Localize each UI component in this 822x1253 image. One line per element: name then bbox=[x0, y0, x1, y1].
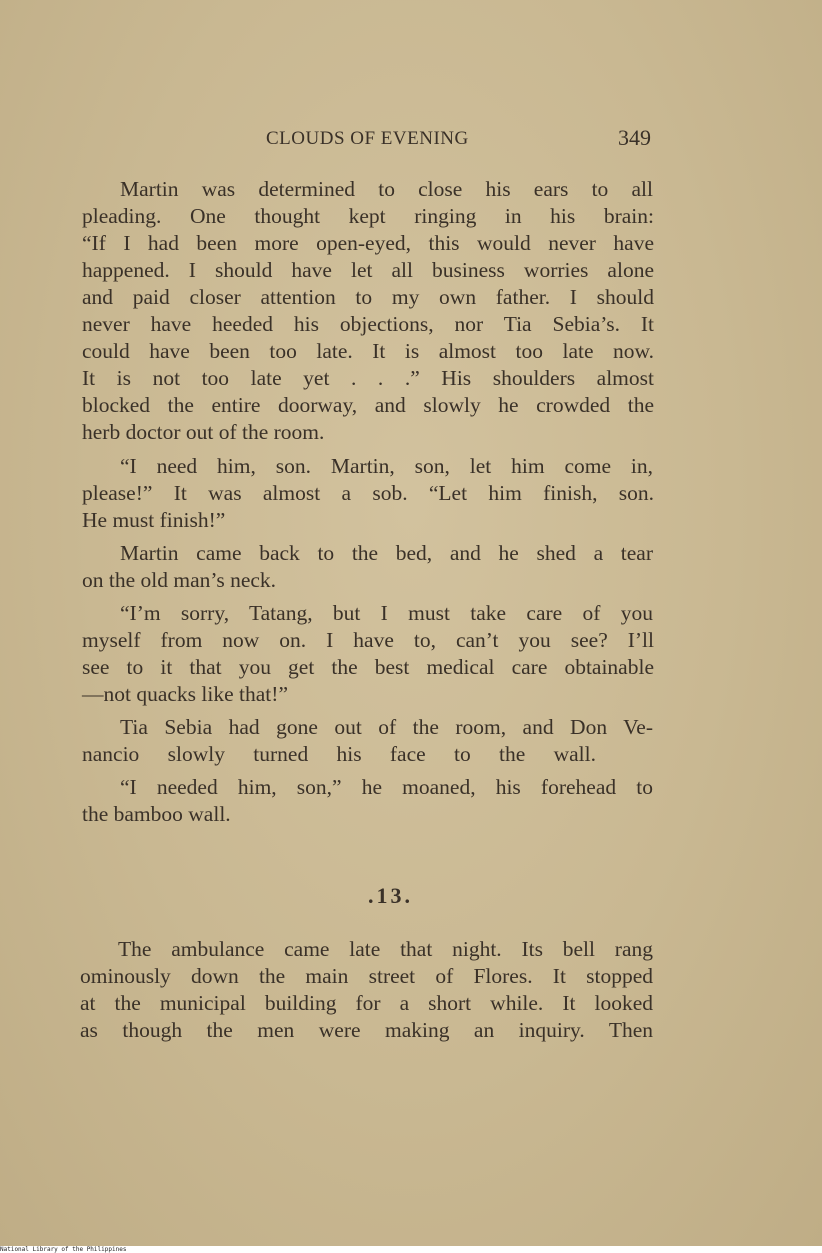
page-number: 349 bbox=[618, 125, 651, 150]
text-line: Martin was determined to close his ears to all bbox=[120, 177, 653, 201]
text-line: Martin came back to the bed, and he shed a tear bbox=[120, 541, 653, 565]
text-line: “If I had been more open-eyed, this would never have bbox=[82, 231, 654, 255]
text-line: Tia Sebia had gone out of the room, and Don Ve- bbox=[120, 715, 653, 739]
text-line: happened. I should have let all business worries alone bbox=[82, 258, 654, 282]
text-line: at the municipal building for a short while. It looked bbox=[80, 991, 653, 1015]
text-line: ominously down the main street of Flores. It stopped bbox=[80, 964, 653, 988]
running-header-title: CLOUDS OF EVENING bbox=[266, 128, 469, 149]
text-line: and paid closer attention to my own father. I should bbox=[82, 285, 654, 309]
text-line: please!” It was almost a sob. “Let him finish, son. bbox=[82, 481, 654, 505]
text-line: myself from now on. I have to, can’t you see? I’ll bbox=[82, 628, 654, 652]
text-line: blocked the entire doorway, and slowly he crowded the bbox=[82, 393, 654, 417]
text-line: never have heeded his objections, nor Tia Sebia’s. It bbox=[82, 312, 654, 336]
text-line: pleading. One thought kept ringing in his brain: bbox=[82, 204, 654, 228]
text-line: “I need him, son. Martin, son, let him come in, bbox=[120, 454, 653, 478]
text-line: the bamboo wall. bbox=[82, 802, 231, 826]
text-line: herb doctor out of the room. bbox=[82, 420, 325, 444]
text-line: “I’m sorry, Tatang, but I must take care of you bbox=[120, 601, 653, 625]
text-line: could have been too late. It is almost too late now. bbox=[82, 339, 654, 363]
text-line: on the old man’s neck. bbox=[82, 568, 277, 592]
text-line: The ambulance came late that night. Its bell rang bbox=[118, 937, 653, 961]
text-line: as though the men were making an inquiry. Then bbox=[80, 1018, 653, 1042]
section-number: .13. bbox=[368, 883, 413, 908]
text-line: It is not too late yet . . .” His shoulders almost bbox=[82, 366, 654, 390]
text-line: “I needed him, son,” he moaned, his forehead to bbox=[120, 775, 653, 799]
text-line: nancio slowly turned his face to the wall. bbox=[82, 742, 596, 766]
text-line: He must finish!” bbox=[82, 508, 226, 532]
text-line: —not quacks like that!” bbox=[82, 682, 288, 706]
footer-credit: National Library of the Philippines bbox=[0, 1246, 822, 1253]
text-line: see to it that you get the best medical care obtainable bbox=[82, 655, 654, 679]
